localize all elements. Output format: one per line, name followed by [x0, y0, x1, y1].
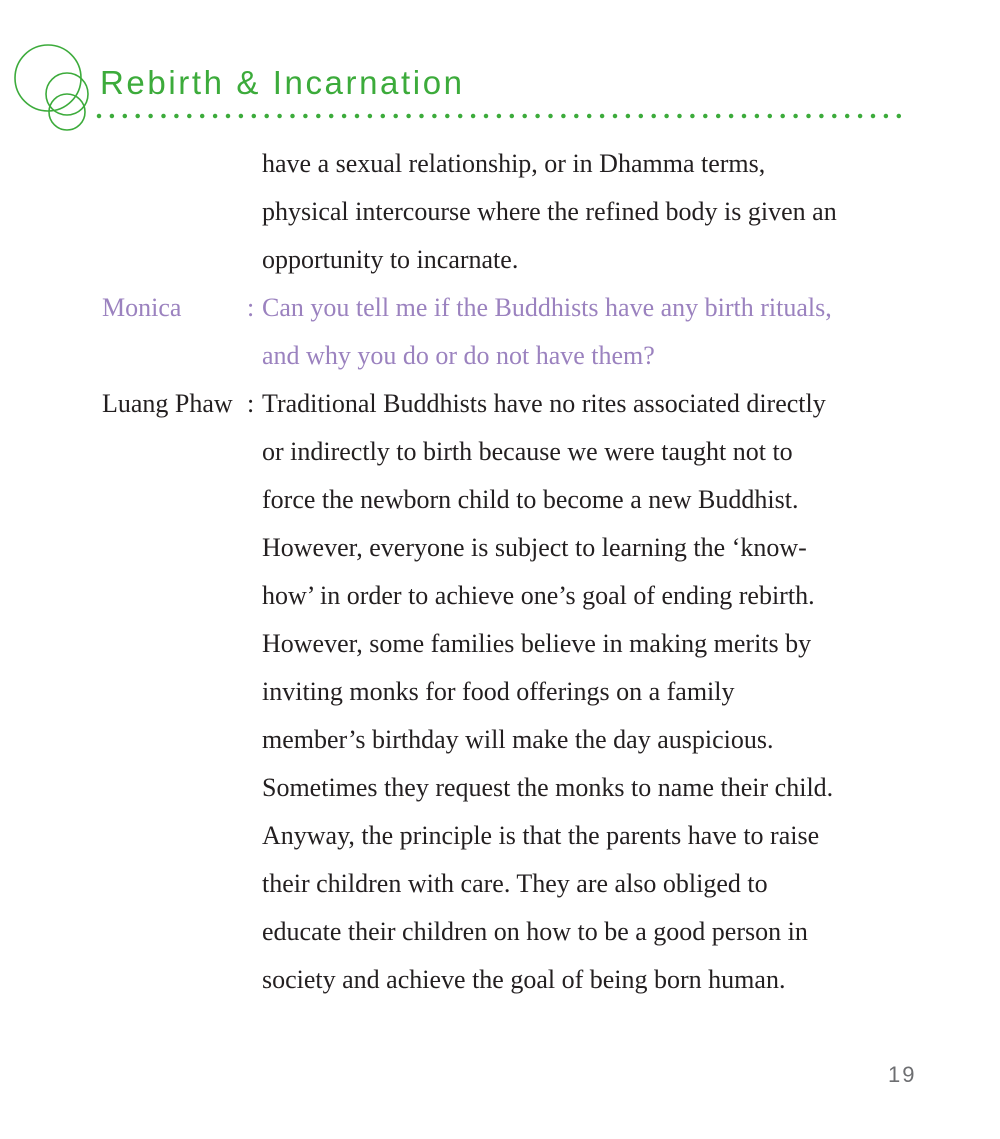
answer-line: Traditional Buddhists have no rites associated directly [262, 389, 826, 418]
question-line: and why you do or do not have them? [262, 341, 655, 370]
page-number: 19 [888, 1062, 917, 1087]
answer-line: inviting monks for food offerings on a family [262, 677, 735, 706]
answer-line: However, some families believe in making merits by [262, 629, 812, 658]
continuation-line: opportunity to incarnate. [262, 245, 519, 274]
answer-line: However, everyone is subject to learning the ‘know- [262, 533, 807, 562]
chapter-title: Rebirth & Incarnation [100, 64, 465, 101]
speaker-separator: : [247, 389, 255, 418]
answer-line: member’s birthday will make the day auspicious. [262, 725, 774, 754]
answer-line: their children with care. They are also obliged to [262, 869, 768, 898]
answer-line: how’ in order to achieve one’s goal of ending rebirth. [262, 581, 815, 610]
answer-line: force the newborn child to become a new Buddhist. [262, 485, 799, 514]
continuation-line: have a sexual relationship, or in Dhamma terms, [262, 149, 766, 178]
question-line: Can you tell me if the Buddhists have any birth rituals, [262, 293, 832, 322]
speaker-luang-phaw: Luang Phaw [102, 389, 233, 418]
continuation-line: physical intercourse where the refined body is given an [262, 197, 837, 226]
answer-line: educate their children on how to be a good person in [262, 917, 808, 946]
speaker-separator: : [247, 293, 255, 322]
interlocking-circles-icon [10, 38, 100, 138]
answer-line: Anyway, the principle is that the parents have to raise [262, 821, 820, 850]
answer-line: Sometimes they request the monks to name their child. [262, 773, 834, 802]
answer-line: society and achieve the goal of being born human. [262, 965, 786, 994]
answer-line: or indirectly to birth because we were taught not to [262, 437, 793, 466]
dotted-divider [96, 110, 904, 122]
speaker-monica: Monica [102, 293, 182, 322]
